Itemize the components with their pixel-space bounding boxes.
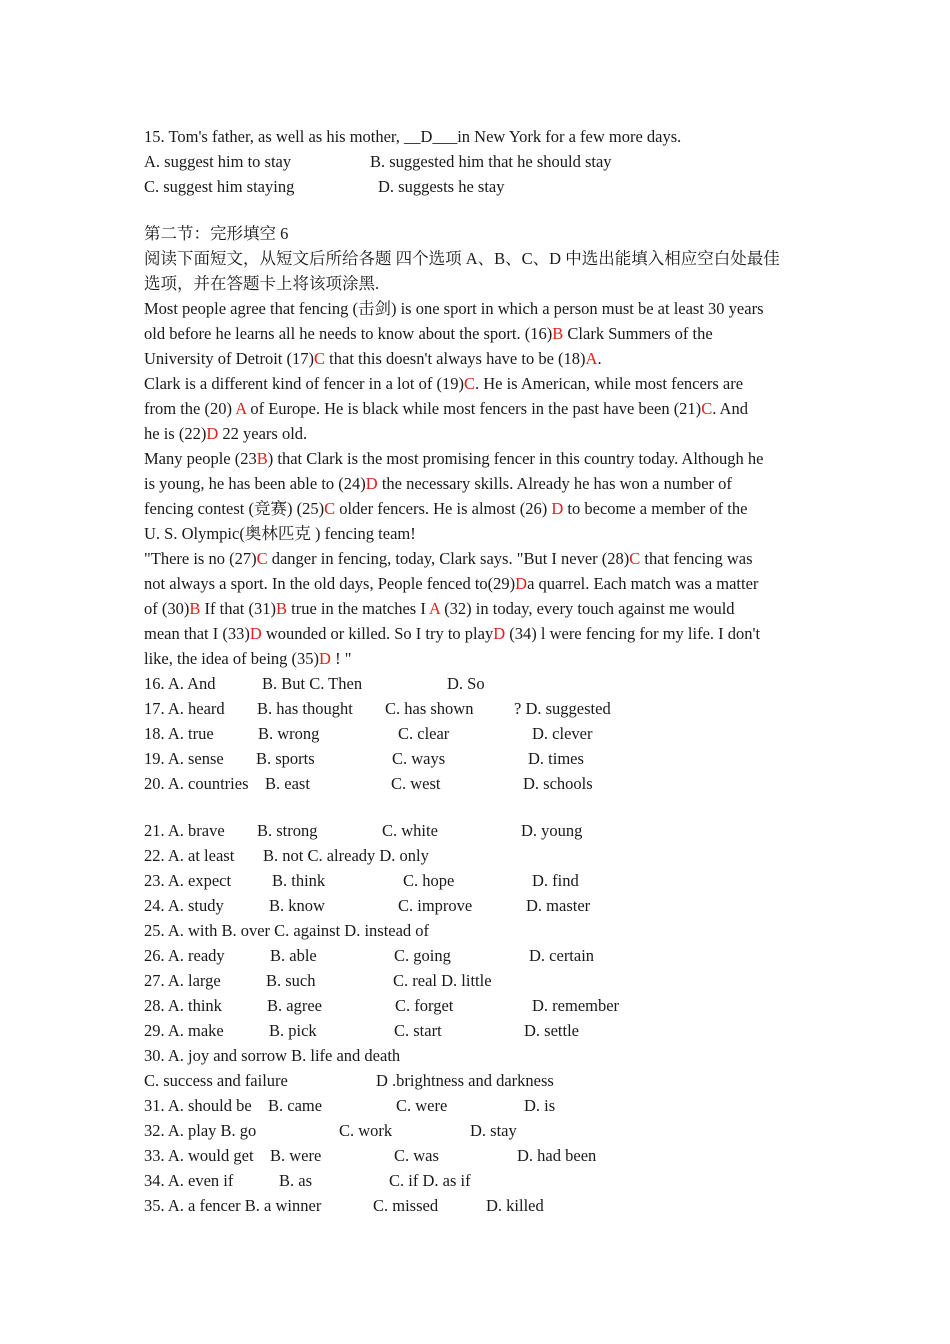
answer-letter: B: [275, 599, 287, 618]
answer-letter: C: [324, 499, 336, 518]
passage-text: danger in fencing, today, Clark says. "But I never (28): [267, 549, 630, 568]
option-row: [144, 893, 814, 918]
option-choice: 30. A. joy and sorrow B. life and death: [144, 1046, 401, 1065]
answer-letter: A: [235, 399, 247, 418]
passage-text: Many people (23: [144, 449, 257, 468]
passage-text: mean that I (33): [144, 624, 250, 643]
options-21-35: [144, 818, 814, 1218]
spacer: [144, 796, 814, 818]
option-row: [144, 721, 814, 746]
passage-text: Clark is a different kind of fencer in a lot of (19): [144, 374, 464, 393]
option-choice: D. certain: [529, 946, 595, 965]
passage-line: [144, 496, 814, 521]
option-row: [144, 696, 814, 721]
option-choice: D. So: [447, 674, 485, 693]
option-choice: C. improve: [398, 896, 473, 915]
option-choice: B. sports: [256, 749, 315, 768]
passage-line: [144, 546, 814, 571]
passage-text: that this doesn't always have to be (18): [325, 349, 586, 368]
option-row: [144, 771, 814, 796]
passage-text: 22 years old.: [218, 424, 308, 443]
option-choice: 23. A. expect: [144, 871, 232, 890]
option-choice: B. east: [265, 774, 310, 793]
question-15-stem: 15. Tom's father, as well as his mother, __D___in New York for a few more days.: [144, 127, 682, 146]
option-row: [144, 1118, 814, 1143]
option-choice: C. were: [396, 1096, 448, 1115]
section-instruction: 阅读下面短文，从短文后所给各题 四个选项 A、B、C、D 中选出能填入相应空白处最佳: [144, 249, 780, 268]
passage-text: is young, he has been able to (24): [144, 474, 366, 493]
option-choice: B. agree: [267, 996, 322, 1015]
option-choice: 22. A. at least: [144, 846, 235, 865]
options-16-20: [144, 671, 814, 796]
answer-letter: B: [256, 449, 268, 468]
passage-text: the necessary skills. Already he has won a number of: [377, 474, 732, 493]
option-choice: C. start: [394, 1021, 442, 1040]
option-choice: D. is: [524, 1096, 556, 1115]
passage-line: [144, 421, 814, 446]
answer-letter: C: [629, 549, 641, 568]
option-choice: D. clever: [532, 724, 593, 743]
passage-text: ! ": [330, 649, 352, 668]
option-choice: D. stay: [470, 1121, 517, 1140]
option-choice: 35. A. a fencer B. a winner: [144, 1196, 322, 1215]
option-choice: B. pick: [269, 1021, 317, 1040]
option-choice: D. remember: [532, 996, 620, 1015]
passage-text: ) that Clark is the most promising fencer in this country today. Although he: [267, 449, 764, 468]
passage-text: older fencers. He is almost (26): [335, 499, 552, 518]
passage-text: not always a sport. In the old days, People fenced to(29): [144, 574, 516, 593]
answer-letter: B: [189, 599, 201, 618]
option-choice: B. came: [268, 1096, 323, 1115]
option-choice: 32. A. play B. go: [144, 1121, 257, 1140]
passage-text: If that (31): [200, 599, 276, 618]
option-choice: D. find: [532, 871, 579, 890]
option-choice: D. young: [521, 821, 583, 840]
option-choice: 28. A. think: [144, 996, 222, 1015]
option-row: [144, 1018, 814, 1043]
option-choice: D. had been: [517, 1146, 597, 1165]
passage-text: that fencing was: [640, 549, 753, 568]
option-choice: B. strong: [257, 821, 318, 840]
option-choice: B. were: [270, 1146, 322, 1165]
passage-line: [144, 371, 814, 396]
passage-line: [144, 646, 814, 671]
option-choice: C. white: [382, 821, 438, 840]
option-choice: 18. A. true: [144, 724, 214, 743]
option-row: [144, 843, 814, 868]
option-choice: 24. A. study: [144, 896, 224, 915]
option-choice: 27. A. large: [144, 971, 221, 990]
option-row: [144, 671, 814, 696]
passage-line: [144, 396, 814, 421]
option-choice: C. work: [339, 1121, 393, 1140]
passage-text: "There is no (27): [144, 549, 257, 568]
passage-text: U. S. Olympic(奥林匹克 ) fencing team!: [144, 524, 416, 543]
passage-text: like, the idea of being (35): [144, 649, 320, 668]
option-choice: B. But C. Then: [262, 674, 363, 693]
option-choice: B. wrong: [258, 724, 320, 743]
option-row: [144, 1043, 814, 1068]
option-choice: 16. A. And: [144, 674, 216, 693]
option-row: [144, 918, 814, 943]
answer-letter: A: [429, 599, 441, 618]
option-choice: ? D. suggested: [514, 699, 611, 718]
answer-letter: C: [256, 549, 268, 568]
passage-text: he is (22): [144, 424, 207, 443]
option-choice: C. going: [394, 946, 451, 965]
option-choice: D. killed: [486, 1196, 544, 1215]
passage-text: . And: [712, 399, 748, 418]
question-15-answer: D: [420, 127, 433, 146]
passage-text: from the (20): [144, 399, 236, 418]
passage-line: [144, 471, 814, 496]
answer-letter: D: [319, 649, 331, 668]
option-choice: C. if D. as if: [389, 1171, 471, 1190]
option-row: [144, 1168, 814, 1193]
passage-text: (32) in today, every touch against me would: [440, 599, 735, 618]
answer-letter: D: [365, 474, 378, 493]
option-choice: C. forget: [395, 996, 454, 1015]
option-row: [144, 746, 814, 771]
option-choice: D. times: [528, 749, 584, 768]
option-choice: C. success and failure: [144, 1071, 288, 1090]
cloze-passage: [144, 296, 814, 671]
option-row: [144, 1068, 814, 1093]
section-heading: 第二节：完形填空 6: [144, 224, 289, 243]
passage-text: wounded or killed. So I try to play: [261, 624, 494, 643]
passage-line: [144, 321, 814, 346]
option-choice: C. has shown: [385, 699, 474, 718]
option-choice: 17. A. heard: [144, 699, 225, 718]
option-row: [144, 1193, 814, 1218]
option-choice: C. west: [391, 774, 441, 793]
exam-page: [144, 124, 814, 1218]
option-choice: D. master: [526, 896, 591, 915]
passage-text: of (30): [144, 599, 190, 618]
passage-line: [144, 571, 814, 596]
option-row: [144, 818, 814, 843]
passage-text: to become a member of the: [563, 499, 748, 518]
section-instruction-cont: 选项，并在答题卡上将该项涂黑.: [144, 274, 380, 293]
passage-line: [144, 621, 814, 646]
passage-text: of Europe. He is black while most fencers in the past have been (21): [246, 399, 702, 418]
option-choice: B. know: [269, 896, 325, 915]
option-choice: B. not C. already D. only: [263, 846, 429, 865]
option-choice: 21. A. brave: [144, 821, 225, 840]
answer-letter: A: [585, 349, 598, 368]
answer-letter: C: [701, 399, 713, 418]
option-row: [144, 868, 814, 893]
option-choice: 33. A. would get: [144, 1146, 254, 1165]
option-choice: C. missed: [373, 1196, 439, 1215]
option-row: [144, 943, 814, 968]
answer-letter: D: [206, 424, 219, 443]
option-choice: C. hope: [403, 871, 455, 890]
passage-text: . He is American, while most fencers are: [474, 374, 744, 393]
passage-text: old before he learns all he needs to know about the sport. (16): [144, 324, 553, 343]
answer-letter: D: [249, 624, 262, 643]
option-choice: 20. A. countries: [144, 774, 249, 793]
passage-text: (34) l were fencing for my life. I don't: [505, 624, 761, 643]
question-15-options-row1: A. suggest him to stay B. suggested him that he should stay: [144, 152, 612, 171]
passage-text: University of Detroit (17): [144, 349, 315, 368]
option-choice: B. such: [266, 971, 316, 990]
passage-line: [144, 346, 814, 371]
option-choice: B. as: [279, 1171, 312, 1190]
option-choice: B. has thought: [257, 699, 353, 718]
answer-letter: D: [493, 624, 506, 643]
question-15-options-row2: C. suggest him staying D. suggests he stay: [144, 177, 505, 196]
option-choice: D. settle: [524, 1021, 579, 1040]
option-row: [144, 1143, 814, 1168]
passage-line: [144, 521, 814, 546]
answer-letter: C: [314, 349, 326, 368]
passage-text: .: [597, 349, 602, 368]
option-row: [144, 968, 814, 993]
option-choice: C. real D. little: [393, 971, 492, 990]
answer-letter: D: [515, 574, 528, 593]
passage-line: [144, 296, 814, 321]
option-choice: 26. A. ready: [144, 946, 225, 965]
option-choice: 29. A. make: [144, 1021, 224, 1040]
passage-text: fencing contest (竞赛) (25): [144, 499, 325, 518]
option-choice: 31. A. should be: [144, 1096, 252, 1115]
option-choice: D. schools: [523, 774, 593, 793]
passage-text: a quarrel. Each match was a matter: [527, 574, 759, 593]
spacer: [144, 199, 814, 221]
passage-line: [144, 596, 814, 621]
passage-text: Clark Summers of the: [563, 324, 713, 343]
option-choice: C. was: [394, 1146, 439, 1165]
option-row: [144, 1093, 814, 1118]
answer-letter: D: [551, 499, 564, 518]
option-choice: B. able: [270, 946, 317, 965]
option-choice: D .brightness and darkness: [376, 1071, 554, 1090]
option-choice: 25. A. with B. over C. against D. instead of: [144, 921, 430, 940]
passage-text: true in the matches I: [287, 599, 430, 618]
answer-letter: B: [552, 324, 564, 343]
passage-text: Most people agree that fencing (击剑) is one sport in which a person must be at least 30 years: [144, 299, 764, 318]
option-choice: B. think: [272, 871, 326, 890]
option-row: [144, 993, 814, 1018]
option-choice: 19. A. sense: [144, 749, 224, 768]
option-choice: C. clear: [398, 724, 450, 743]
answer-letter: C: [463, 374, 475, 393]
passage-line: [144, 446, 814, 471]
option-choice: 34. A. even if: [144, 1171, 234, 1190]
option-choice: C. ways: [392, 749, 446, 768]
